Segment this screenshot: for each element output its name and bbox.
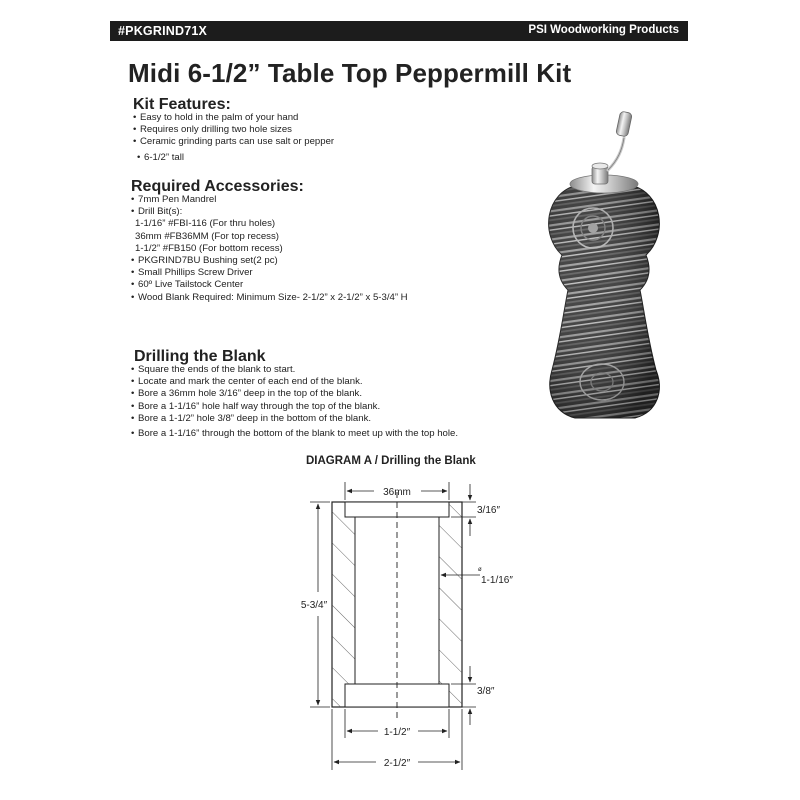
list-item: • 7mm Pen Mandrel [131,194,408,206]
list-item: 1-1/16” #FBI-116 (For thru holes) [135,218,276,230]
dim-height: 5-3/4″ [300,600,328,611]
dim-36mm: 36mm [383,487,411,498]
dim-bottom-depth: 3/8″ [477,686,495,697]
dim-thru-hole: 1-1/16″ [481,575,513,586]
peppermill-photo [530,100,680,440]
list-item: • Ceramic grinding parts can use salt or pepper [133,136,334,148]
dim-bottom-width: 1-1/2″ [383,727,411,738]
list-item: • 60º Live Tailstock Center [131,279,408,291]
list-item: • Drill Bit(s): [131,206,408,218]
brand-name: PSI Woodworking Products [528,24,679,36]
part-number: #PKGRIND71X [118,24,208,38]
list-item: • 6-1/2” tall [137,152,334,164]
page-title: Midi 6-1/2” Table Top Peppermill Kit [128,58,572,88]
wall-hatch-left [332,502,355,707]
drilling-diagram [290,470,540,780]
list-item: 36mm #FB36MM (For top recess) [135,230,279,242]
diagram-title: DIAGRAM A / Drilling the Blank [306,455,476,467]
list-item: • Requires only drilling two hole sizes [133,124,334,136]
dim-blank-width: 2-1/2″ [383,758,411,769]
crank-arm [608,138,624,170]
dim-top-depth: 3/16″ [477,505,501,516]
drilling-heading: Drilling the Blank [134,348,266,365]
required-accessories-heading: Required Accessories: [131,178,304,195]
list-item: • Small Phillips Screw Driver [131,267,408,279]
list-item: • PKGRIND7BU Bushing set(2 pc) [131,255,408,267]
list-item: • Bore a 36mm hole 3/16” deep in the top of the blank. [131,388,458,400]
dim-diameter-symbol: ø [478,567,482,573]
list-item: 1-1/2” #FB150 (For bottom recess) [135,242,283,254]
wall-hatch-right [439,502,462,707]
header-bar [110,21,688,41]
crank-handle [616,111,633,137]
required-accessories-list [131,194,408,304]
drilling-steps-list [131,364,458,440]
kit-features-list [133,112,334,164]
list-item: • Easy to hold in the palm of your hand [133,112,334,124]
list-item: • Locate and mark the center of each end of the blank. [131,376,458,388]
list-item: • Bore a 1-1/2” hole 3/8” deep in the bottom of the blank. [131,413,458,425]
kit-features-heading: Kit Features: [133,96,231,113]
list-item: • Square the ends of the blank to start. [131,364,458,376]
list-item: • Bore a 1-1/16” hole half way through the top of the blank. [131,401,458,413]
list-item: • Bore a 1-1/16” through the bottom of the blank to meet up with the top hole. [131,428,458,440]
list-item: • Wood Blank Required: Minimum Size- 2-1/2” x 2-1/2” x 5-3/4” H [131,292,408,304]
